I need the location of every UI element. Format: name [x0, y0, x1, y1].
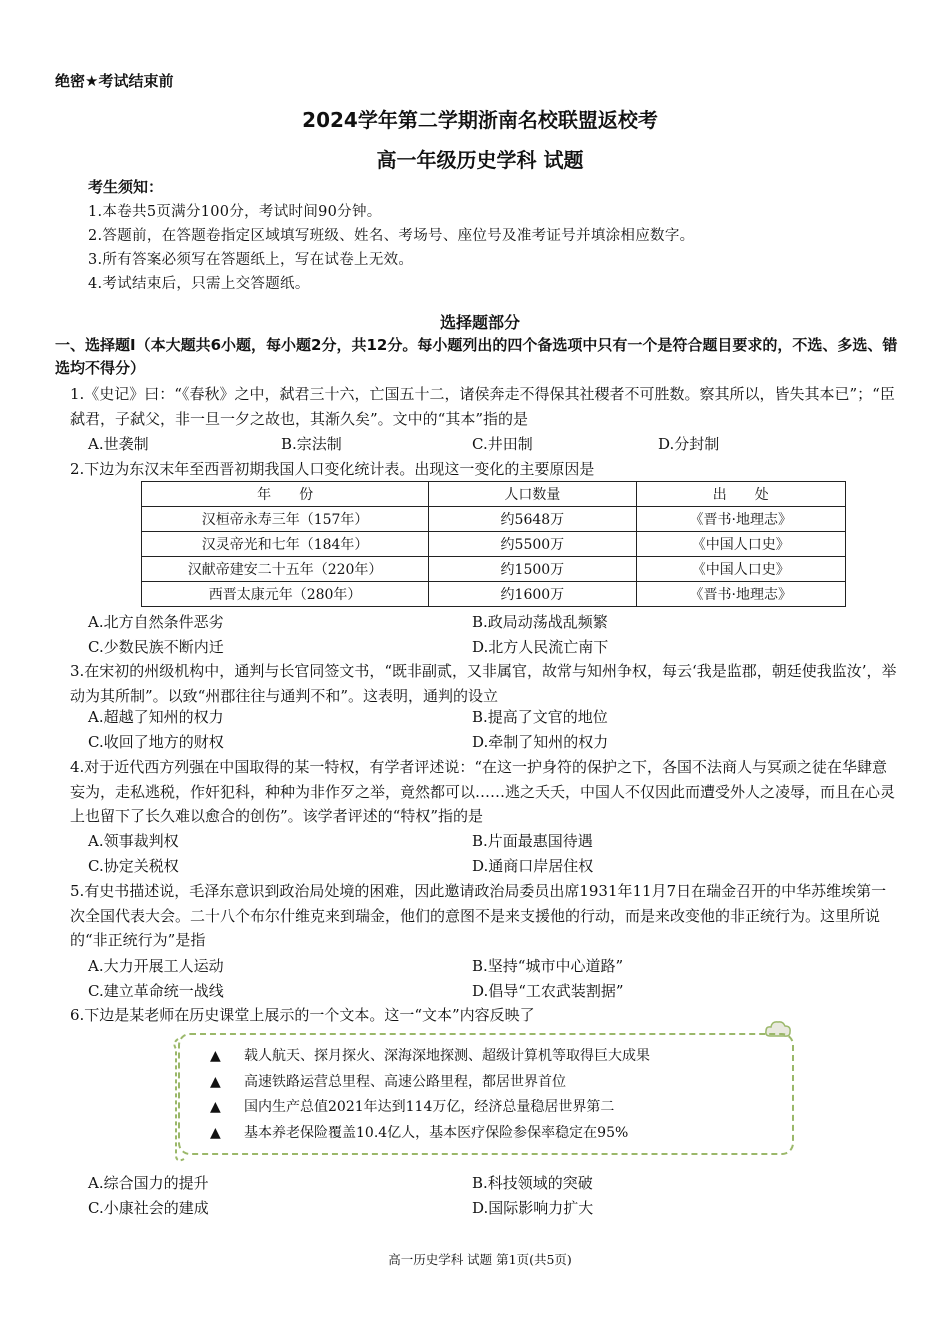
- question-stem-4: 4.对于近代西方列强在中国取得的某一特权，有学者评述说：“在这一护身符的保护之下，各国不法商人与冥顽之徒在华肆意妄为，走私逃税，作奸犯科，种种为非作歹之举，竟然都可以……逃之夭夭，中国人不仅因此而遭受外人之凌辱，而且在心灵上也留下了长久难以愈合的创伤”。该学者评述的“特权”指的是: [70, 758, 896, 825]
- table-cell: 《中国人口史》: [636, 532, 845, 557]
- table-cell: 约1500万: [429, 557, 636, 582]
- list-item: [210, 1044, 650, 1070]
- table-cell: 约1600万: [429, 582, 636, 607]
- confidential-label: 绝密★考试结束前: [55, 72, 174, 90]
- option-2d: D.北方人民流亡南下: [472, 638, 609, 656]
- question-stem-2: 2.下边为东汉末年至西晋初期我国人口变化统计表。出现这一变化的主要原因是: [70, 460, 595, 478]
- option-1c: C.井田制: [472, 435, 533, 453]
- triangle-bullet-icon: ▲: [210, 1073, 221, 1090]
- option-6a: A.综合国力的提升: [88, 1174, 209, 1192]
- notice-item: 2.答题前，在答题卷指定区域填写班级、姓名、考场号、座位号及准考证号并填涂相应数字。: [88, 228, 695, 244]
- table-header-row: [142, 482, 846, 507]
- part-heading: 一、选择题Ⅰ（本大题共6小题，每小题2分，共12分。每小题列出的四个备选项中只有一个是符合题目要求的，不选、多选、错选均不得分）: [55, 336, 898, 377]
- table-header: 出 处: [636, 482, 845, 507]
- list-item-text: 载人航天、探月探火、深海深地探测、超级计算机等取得巨大成果: [244, 1048, 650, 1064]
- option-6c: C.小康社会的建成: [88, 1199, 209, 1217]
- list-item: [210, 1070, 650, 1096]
- page-footer: 高一历史学科 试题 第1页(共5页): [388, 1252, 572, 1267]
- table-cell: 约5648万: [429, 507, 636, 532]
- table-row: [142, 507, 846, 532]
- table-cell: 汉灵帝光和七年（184年）: [142, 532, 429, 557]
- table-header: 人口数量: [429, 482, 636, 507]
- table-header: 年 份: [142, 482, 429, 507]
- table-cell: 《晋书·地理志》: [636, 582, 845, 607]
- option-3d: D.牵制了知州的权力: [472, 733, 609, 751]
- notice-title: 考生须知：: [88, 178, 164, 196]
- option-3a: A.超越了知州的权力: [88, 708, 224, 726]
- option-4b: B.片面最惠国待遇: [472, 832, 593, 850]
- list-item: [210, 1095, 650, 1121]
- section-title: 选择题部分: [439, 313, 520, 332]
- option-5c: C.建立革命统一战线: [88, 982, 224, 1000]
- option-2c: C.少数民族不断内迁: [88, 638, 224, 656]
- option-4a: A.领事裁判权: [88, 832, 179, 850]
- option-5a: A.大力开展工人运动: [88, 957, 224, 975]
- notice-item: 1.本卷共5页满分100分，考试时间90分钟。: [88, 204, 382, 220]
- question-stem-6: 6.下边是某老师在历史课堂上展示的一个文本。这一“文本”内容反映了: [70, 1006, 535, 1024]
- question-stem-5: 5.有史书描述说，毛泽东意识到政治局处境的困难，因此邀请政治局委员出席1931年11月7日在瑞金召开的中华苏维埃第一次全国代表大会。二十八个布尔什维克来到瑞金，他们的意图不是来支援他的行动，而是来改变他的非正统行为。这里所说的“非正统行为”是指: [70, 882, 887, 949]
- population-table: [141, 481, 846, 607]
- option-6b: B.科技领域的突破: [472, 1174, 593, 1192]
- option-2b: B.政局动荡战乱频繁: [472, 613, 608, 631]
- triangle-bullet-icon: ▲: [210, 1099, 221, 1115]
- table-cell: 西晋太康元年（280年）: [142, 582, 429, 607]
- notice-item: 3.所有答案必须写在答题纸上，写在试卷上无效。: [88, 252, 414, 268]
- option-1d: D.分封制: [658, 435, 720, 453]
- list-item-text: 高速铁路运营总里程、高速公路里程，都居世界首位: [244, 1073, 566, 1090]
- table-cell: 《晋书·地理志》: [636, 507, 845, 532]
- question-stem-1: 1.《史记》曰：“《春秋》之中，弑君三十六，亡国五十二，诸侯奔走不得保其社稷者不可胜数。察其所以，皆失其本已”；“臣弑君，子弑父，非一旦一夕之故也，其渐久矣”。文中的“其本”指的是: [70, 385, 895, 428]
- option-5d: D.倡导“工农武装割据”: [472, 982, 624, 1000]
- list-item: [210, 1121, 650, 1147]
- triangle-bullet-icon: ▲: [210, 1124, 221, 1141]
- option-1b: B.宗法制: [281, 435, 342, 453]
- option-6d: D.国际影响力扩大: [472, 1199, 594, 1217]
- option-3b: B.提高了文官的地位: [472, 708, 608, 726]
- option-5b: B.坚持“城市中心道路”: [472, 957, 624, 975]
- notice-item: 4.考试结束后，只需上交答题纸。: [88, 276, 310, 292]
- exam-title: 2024学年第二学期浙南名校联盟返校考: [302, 108, 658, 132]
- option-4d: D.通商口岸居住权: [472, 857, 594, 875]
- question-stem-3: 3.在宋初的州级机构中，通判与长官同签文书，“既非副贰，又非属官，故常与知州争权，每云‘我是监郡，朝廷使我监汝’，举动为其所制”。以致“州郡往往与通判不和”。这表明，通判的设立: [70, 662, 897, 705]
- exam-subtitle: 高一年级历史学科 试题: [376, 148, 584, 172]
- table-cell: 约5500万: [429, 532, 636, 557]
- table-row: [142, 582, 846, 607]
- list-item-text: 基本养老保险覆盖10.4亿人，基本医疗保险参保率稳定在95%: [244, 1124, 629, 1141]
- list-item-text: 国内生产总值2021年达到114万亿，经济总量稳居世界第二: [244, 1099, 615, 1115]
- table-cell: 《中国人口史》: [636, 557, 845, 582]
- table-cell: 汉献帝建安二十五年（220年）: [142, 557, 429, 582]
- text-box-list: [210, 1044, 650, 1146]
- table-row: [142, 532, 846, 557]
- option-3c: C.收回了地方的财权: [88, 733, 224, 751]
- option-2a: A.北方自然条件恶劣: [88, 613, 224, 631]
- option-4c: C.协定关税权: [88, 857, 179, 875]
- table-row: [142, 557, 846, 582]
- table-cell: 汉桓帝永寿三年（157年）: [142, 507, 429, 532]
- triangle-bullet-icon: ▲: [210, 1048, 221, 1064]
- option-1a: A.世袭制: [88, 435, 149, 453]
